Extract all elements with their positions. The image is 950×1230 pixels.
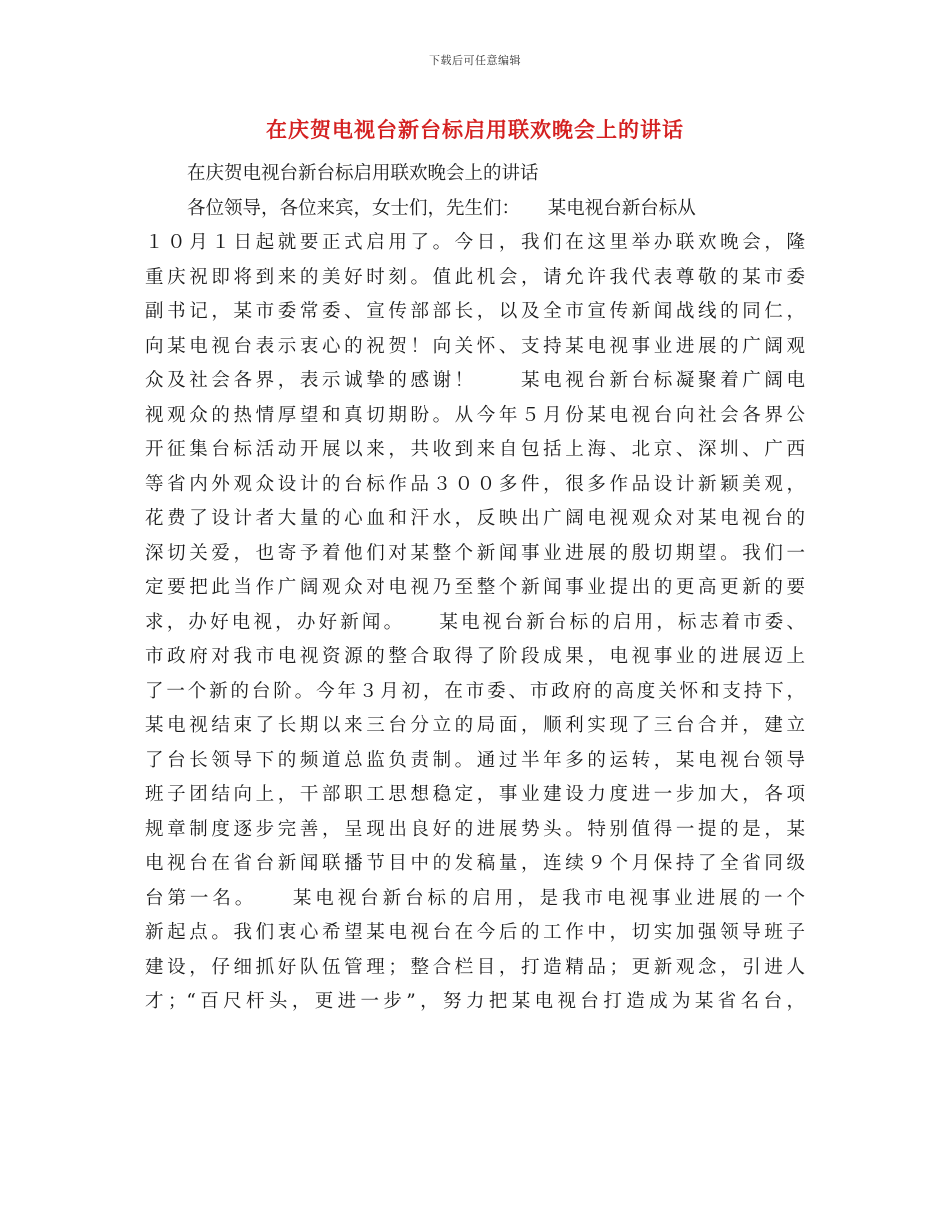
body-line: 视观众的热情厚望和真切期盼。从今年５月份某电视台向社会各界公 <box>145 404 805 426</box>
body-line: 各位领导，各位来宾，女士们，先生们： 某电视台新台标从 <box>187 197 696 219</box>
body-line: 众及社会各界，表示诚挚的感谢！ 某电视台新台标凝聚着广阔电 <box>145 370 805 391</box>
body-line: 向某电视台表示衷心的祝贺！向关怀、支持某电视事业进展的广阔观 <box>145 335 805 357</box>
body-line: 新起点。我们衷心希望某电视台在今后的工作中，切实加强领导班子 <box>145 922 805 943</box>
body-line: 开征集台标活动开展以来，共收到来自包括上海、北京、深圳、广西 <box>145 439 805 460</box>
body-line: １０月１日起就要正式启用了。今日，我们在这里举办联欢晚会，隆 <box>145 232 805 253</box>
body-line: 重庆祝即将到来的美好时刻。值此机会，请允许我代表尊敬的某市委 <box>145 266 805 288</box>
body-line: 副书记，某市委常委、宣传部部长，以及全市宣传新闻战线的同仁， <box>145 301 805 322</box>
body-line: 市政府对我市电视资源的整合取得了阶段成果，电视事业的进展迈上 <box>145 646 805 667</box>
document-title: 在庆贺电视台新台标启用联欢晚会上的讲话 <box>266 117 684 142</box>
body-line: 了一个新的台阶。今年３月初，在市委、市政府的高度关怀和支持下， <box>145 680 805 702</box>
body-line: 了台长领导下的频道总监负责制。通过半年多的运转，某电视台领导 <box>145 749 805 771</box>
body-line: 规章制度逐步完善，呈现出良好的进展势头。特别值得一提的是，某 <box>145 818 805 840</box>
body-line: 电视台在省台新闻联播节目中的发稿量，连续９个月保持了全省同级 <box>145 853 805 874</box>
body-line: 花费了设计者大量的心血和汗水，反映出广阔电视观众对某电视台的 <box>145 508 805 529</box>
body-line: 建设，仔细抓好队伍管理；整合栏目，打造精品；更新观念，引进人 <box>145 956 805 978</box>
body-line: 深切关爱，也寄予着他们对某整个新闻事业进展的殷切期望。我们一 <box>145 542 805 564</box>
body-line: 求，办好电视，办好新闻。 某电视台新台标的启用，标志着市委、 <box>145 611 805 633</box>
body-line: 台第一名。 某电视台新台标的启用，是我市电视事业进展的一个 <box>145 887 805 909</box>
body-line: 定要把此当作广阔观众对电视乃至整个新闻事业提出的更高更新的要 <box>145 577 805 598</box>
page-header-note: 下载后可任意编辑 <box>429 54 521 67</box>
body-line: 等省内外观众设计的台标作品３００多件，很多作品设计新颖美观， <box>145 473 805 495</box>
body-line: 在庆贺电视台新台标启用联欢晚会上的讲话 <box>187 163 539 184</box>
body-line: 才；“百尺杆头，更进一步”，努力把某电视台打造成为某省名台， <box>145 991 805 1012</box>
body-line: 某电视结束了长期以来三台分立的局面，顺利实现了三台合并，建立 <box>145 715 805 736</box>
document-body <box>145 157 805 1020</box>
body-line: 班子团结向上，干部职工思想稳定，事业建设力度进一步加大，各项 <box>145 784 805 805</box>
